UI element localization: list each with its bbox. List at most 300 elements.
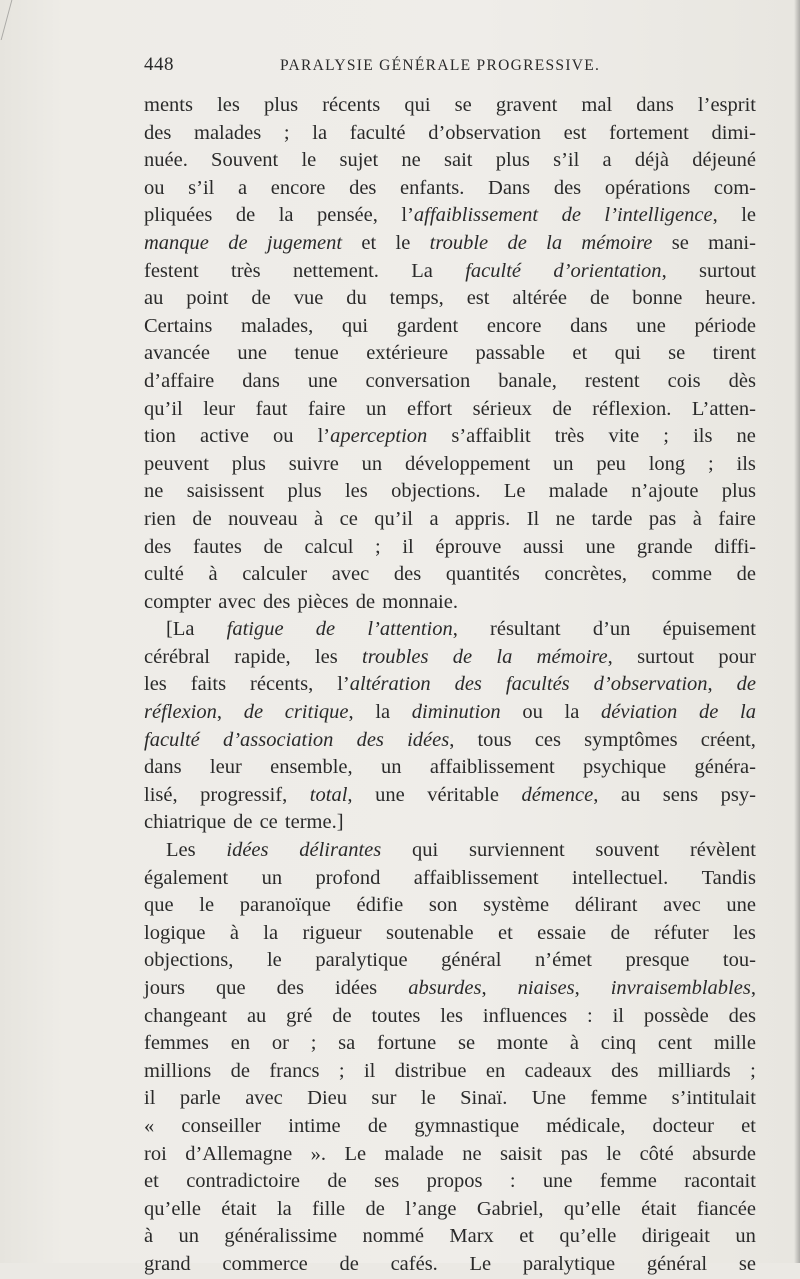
word: édifie <box>356 894 404 917</box>
word: pour <box>718 645 756 668</box>
word: suivre <box>288 452 339 475</box>
word: à <box>144 1225 154 1248</box>
word: tenue <box>294 342 339 365</box>
word: surtout <box>637 645 695 668</box>
word: affaiblissement <box>429 756 555 779</box>
word: effort <box>407 397 453 420</box>
word: que <box>216 977 246 999</box>
word: de <box>228 231 248 254</box>
word: côté <box>639 1142 674 1165</box>
word: fortune <box>377 1032 437 1055</box>
text-line <box>144 671 756 699</box>
word: nettement. <box>292 259 379 282</box>
word: calculer <box>242 563 308 586</box>
word: et <box>361 231 377 254</box>
word: développement <box>404 452 531 475</box>
text-line <box>144 865 756 893</box>
word: sérieux <box>472 397 532 420</box>
text-line <box>144 423 756 451</box>
word: rigueur <box>302 921 362 944</box>
word: saisit <box>499 1142 543 1165</box>
word: très <box>554 425 585 448</box>
word: de <box>589 287 610 310</box>
word: une <box>585 535 616 558</box>
word: ils <box>736 452 756 475</box>
word: qui <box>412 839 439 862</box>
word: l’ange <box>405 1197 457 1220</box>
word: pensée, <box>316 204 378 227</box>
word: l’esprit <box>697 94 756 116</box>
word: de <box>736 673 756 696</box>
text-line <box>144 1058 756 1086</box>
word: chiatrique <box>144 811 226 834</box>
word: dès <box>728 369 756 392</box>
word: au <box>246 1004 267 1027</box>
word: réflexion, <box>144 701 222 724</box>
text-line <box>144 892 756 920</box>
word: des <box>728 1004 756 1027</box>
word: commerce <box>222 1252 308 1275</box>
word: que <box>144 894 174 917</box>
word: sens <box>662 783 699 806</box>
word: avancée <box>144 342 210 365</box>
word: bonne <box>632 287 683 310</box>
word: avec <box>663 894 701 917</box>
word: quantités <box>445 563 520 586</box>
word: tarde <box>591 507 633 530</box>
word: niaises, <box>517 977 580 999</box>
text-line <box>144 1223 756 1251</box>
word: jours <box>144 977 185 999</box>
text-line <box>144 1168 756 1196</box>
word: objections. <box>391 480 481 503</box>
word: l’aperception <box>317 425 428 448</box>
word: à <box>229 921 239 944</box>
word: de <box>736 563 756 586</box>
word: qui <box>341 314 369 337</box>
word: des <box>276 977 304 999</box>
word: qui <box>404 94 431 116</box>
word: troubles <box>362 645 429 668</box>
word: psychique <box>583 756 667 779</box>
word: des <box>454 673 482 696</box>
word: ou <box>522 701 543 724</box>
word: de <box>235 204 256 227</box>
text-line <box>144 230 756 258</box>
word: milliards <box>657 1059 731 1082</box>
word: faire <box>307 397 346 420</box>
word: le <box>606 1142 622 1165</box>
word: [La <box>166 618 195 641</box>
word: de <box>610 921 630 944</box>
word: ». <box>310 1142 327 1165</box>
word: invraisemblables, <box>610 977 756 999</box>
word: distribue <box>394 1059 467 1082</box>
word: se <box>454 94 472 116</box>
text-line <box>144 699 756 727</box>
word: les <box>733 921 756 944</box>
word: n’ajoute <box>631 480 699 503</box>
word: s’il <box>553 149 580 172</box>
word: plus <box>721 480 756 503</box>
word: propos <box>426 1170 483 1193</box>
word: cinq <box>600 1032 637 1055</box>
word: révèlent <box>689 839 756 862</box>
word: déjeuné <box>692 149 756 172</box>
word: fatigue <box>226 618 284 641</box>
word: le <box>420 1087 436 1110</box>
text-line <box>144 1196 756 1224</box>
text-line <box>144 589 756 617</box>
word: psy- <box>720 783 756 806</box>
word: à <box>692 507 702 530</box>
word: toutes <box>371 1004 421 1027</box>
word: la <box>546 231 563 254</box>
word: cadeaux <box>524 1059 592 1082</box>
word: aussi <box>523 535 564 558</box>
word: tion <box>144 425 176 448</box>
word: de <box>339 1252 359 1275</box>
text-line <box>144 1030 756 1058</box>
word: il <box>144 1087 156 1110</box>
word: dimi- <box>711 121 756 144</box>
word: nommé <box>362 1225 424 1248</box>
word: des <box>393 563 422 586</box>
word: faire <box>718 507 756 530</box>
word: temps, <box>389 287 444 310</box>
word: com- <box>713 176 756 199</box>
word: cent <box>657 1032 693 1055</box>
word: la <box>312 121 328 144</box>
word: progressif, <box>200 783 288 806</box>
word: conseiller <box>181 1114 262 1137</box>
word: un <box>178 1225 199 1248</box>
word: faculté <box>465 259 522 282</box>
word: des <box>144 121 172 144</box>
word: de <box>327 1170 347 1193</box>
word: long <box>648 452 686 475</box>
word: lisé, <box>144 783 178 806</box>
word: des <box>144 535 172 558</box>
word: d’affaire <box>144 369 215 392</box>
word: tous <box>477 728 512 751</box>
word: or <box>271 1032 289 1055</box>
word: facultés <box>505 673 570 696</box>
word: des <box>553 176 582 199</box>
word: paralytique <box>522 1252 616 1275</box>
word: de <box>332 1004 352 1027</box>
word: gré <box>286 1004 313 1027</box>
word: influences <box>482 1004 568 1027</box>
word: malades <box>194 121 262 144</box>
word: une <box>636 314 666 337</box>
word: déjà <box>634 149 669 172</box>
word: critique, <box>284 701 354 724</box>
word: se <box>458 1032 476 1055</box>
word: festent <box>144 259 199 282</box>
text-line <box>144 837 756 865</box>
body-text <box>144 92 756 1279</box>
word: sur <box>371 1087 397 1110</box>
word: encore <box>270 176 326 199</box>
word: et <box>572 342 588 365</box>
word: total, <box>309 783 353 806</box>
word: qui <box>614 342 641 365</box>
text-line <box>144 1251 756 1279</box>
word: était <box>641 1197 677 1220</box>
word: les <box>344 480 368 503</box>
text-line <box>144 202 756 230</box>
word: absurdes, <box>408 977 487 999</box>
word: délirant <box>574 894 638 917</box>
word: Le <box>469 1252 492 1275</box>
word: la <box>263 921 279 944</box>
word: l’intelligence, <box>604 204 718 227</box>
text-line <box>144 1113 756 1141</box>
word: L’atten- <box>691 397 756 420</box>
word: son <box>428 894 458 917</box>
word: généralissime <box>224 1225 338 1248</box>
word: pliquées <box>144 204 213 227</box>
word: éprouve <box>435 535 502 558</box>
word: un <box>553 452 574 475</box>
word: des <box>262 590 291 613</box>
word: la <box>278 204 294 227</box>
word: Gabriel, <box>476 1197 544 1220</box>
word: diffi- <box>714 535 756 558</box>
word: s’il <box>188 176 215 199</box>
word: plus <box>287 480 322 503</box>
word: heure. <box>705 287 756 310</box>
word: symptômes <box>584 728 678 751</box>
word: ses <box>374 1170 400 1193</box>
word: a <box>602 149 612 172</box>
word: d’observation <box>428 121 541 144</box>
text-line <box>144 175 756 203</box>
word: opérations <box>604 176 691 199</box>
word: Le <box>344 1142 367 1165</box>
word: ne <box>462 1142 482 1165</box>
word: Les <box>166 839 196 862</box>
word: créent, <box>700 728 756 751</box>
word: Dans <box>488 176 531 199</box>
word: idées, <box>407 728 455 751</box>
word: gravent <box>495 94 558 116</box>
word: ; <box>283 121 290 144</box>
word: ne <box>555 507 576 530</box>
word: altérée <box>512 287 568 310</box>
word: sujet <box>339 149 379 172</box>
word: Une <box>531 1087 566 1110</box>
word: possède <box>643 1004 709 1027</box>
word: de <box>365 1197 385 1220</box>
word: trouble <box>429 231 489 254</box>
word: fille <box>312 1197 346 1220</box>
word: point <box>186 287 229 310</box>
word: idées <box>226 839 269 862</box>
text-line <box>144 258 756 286</box>
word: Il <box>526 507 540 530</box>
word: généra- <box>694 756 756 779</box>
word: la <box>496 645 513 668</box>
word: absurde <box>692 1142 756 1165</box>
word: des <box>356 728 384 751</box>
word: profond <box>315 866 381 889</box>
word: culté <box>144 563 184 586</box>
word: un <box>735 1225 756 1248</box>
word: francs <box>269 1059 320 1082</box>
text-line <box>144 727 756 755</box>
word: plus <box>495 149 530 172</box>
word: déviation <box>601 701 678 724</box>
word: de <box>230 1059 250 1082</box>
word: grande <box>636 535 693 558</box>
word: paranoïque <box>239 894 331 917</box>
word: d’association <box>222 728 334 751</box>
word: restent <box>584 369 640 392</box>
word: la <box>564 701 580 724</box>
text-line <box>144 644 756 672</box>
word: les <box>217 94 240 116</box>
text-line <box>144 1003 756 1031</box>
text-line <box>144 451 756 479</box>
word: idées <box>335 977 378 999</box>
word: également <box>144 866 229 889</box>
word: mémoire <box>581 231 653 254</box>
word: de <box>315 618 336 641</box>
word: peuvent <box>144 452 209 475</box>
word: réfuter <box>654 921 709 944</box>
word: active <box>199 425 249 448</box>
word: et <box>741 1114 756 1137</box>
word: véritable <box>427 783 499 806</box>
word: un <box>361 452 383 475</box>
word: le <box>199 894 215 917</box>
word: malade <box>384 1142 444 1165</box>
word: concrètes, <box>544 563 627 586</box>
word: fortement <box>609 121 689 144</box>
word: dans <box>636 94 674 116</box>
word: saisissent <box>186 480 265 503</box>
word: compter <box>144 590 212 613</box>
word: dans <box>144 756 182 779</box>
word: épuisement <box>662 618 756 641</box>
word: délirantes <box>299 839 382 862</box>
word: le <box>741 204 756 227</box>
word: d’orientation, <box>553 259 667 282</box>
word: un <box>380 756 402 779</box>
word: les <box>440 1004 464 1027</box>
word: changeant <box>144 1004 228 1027</box>
word: il <box>612 1004 624 1027</box>
word: fiancée <box>696 1197 756 1220</box>
word: cafés. <box>390 1252 438 1275</box>
word: surtout <box>699 259 756 282</box>
word: millions <box>144 1059 212 1082</box>
word: ensemble, <box>270 756 353 779</box>
word: Dieu <box>307 1087 348 1110</box>
word: récents, <box>250 673 314 696</box>
word: système <box>483 894 550 917</box>
page-edge-mark <box>1 0 17 40</box>
word: de <box>263 535 283 558</box>
word: le <box>395 231 411 254</box>
word: à <box>569 1032 580 1055</box>
word: à <box>314 507 324 530</box>
word: rapide, <box>234 645 291 668</box>
word: dirigeait <box>641 1225 710 1248</box>
word: cois <box>667 369 701 392</box>
word: intellectuel. <box>572 866 669 889</box>
word: monte <box>496 1032 549 1055</box>
word: de <box>355 590 376 613</box>
word: intime <box>288 1114 341 1137</box>
word: racontait <box>684 1170 756 1193</box>
word: l’affaiblissement <box>401 204 539 227</box>
word: médicale, <box>546 1114 626 1137</box>
word: faut <box>255 397 288 420</box>
word: ; <box>708 452 714 475</box>
word: « <box>144 1114 155 1137</box>
word: résultant <box>490 618 561 641</box>
word: essaie <box>537 921 587 944</box>
word: de <box>251 287 271 310</box>
text-line <box>144 478 756 506</box>
text-line <box>144 285 756 313</box>
word: s’intitulait <box>671 1087 756 1110</box>
word: enfants. <box>400 176 465 199</box>
word: en <box>230 1032 251 1055</box>
word: et <box>498 921 513 944</box>
word: se <box>668 342 686 365</box>
word: un <box>261 866 283 889</box>
word: diminution <box>411 701 501 724</box>
text-line <box>144 92 756 120</box>
word: ; <box>663 425 669 448</box>
word: logique <box>144 921 206 944</box>
word: réflexion. <box>592 397 672 420</box>
word: très <box>231 259 261 282</box>
word: cérébral <box>144 645 210 668</box>
word: objections, <box>144 949 234 972</box>
text-line <box>144 1141 756 1169</box>
word: des <box>349 176 377 199</box>
word: malade <box>548 480 608 503</box>
word: tirent <box>712 342 756 365</box>
word: il <box>363 1059 376 1082</box>
text-line <box>144 313 756 341</box>
word: mémoire, <box>536 645 613 668</box>
word: à <box>208 563 218 586</box>
word: soutenable <box>385 921 474 944</box>
text-line <box>144 975 756 1003</box>
word: plus <box>231 452 266 475</box>
word: la <box>276 1197 292 1220</box>
word: est <box>466 287 490 310</box>
word: roi <box>144 1142 167 1165</box>
word: gymnastique <box>414 1114 520 1137</box>
word: en <box>485 1059 506 1082</box>
word: : <box>587 1004 593 1027</box>
word: ne <box>736 425 756 448</box>
word: rien <box>144 507 176 530</box>
word: docteur <box>652 1114 714 1137</box>
word: il <box>402 535 414 558</box>
word: de <box>233 811 253 834</box>
word: affaiblissement <box>413 866 539 889</box>
word: s’affaiblit <box>451 425 531 448</box>
word: des <box>611 1059 639 1082</box>
